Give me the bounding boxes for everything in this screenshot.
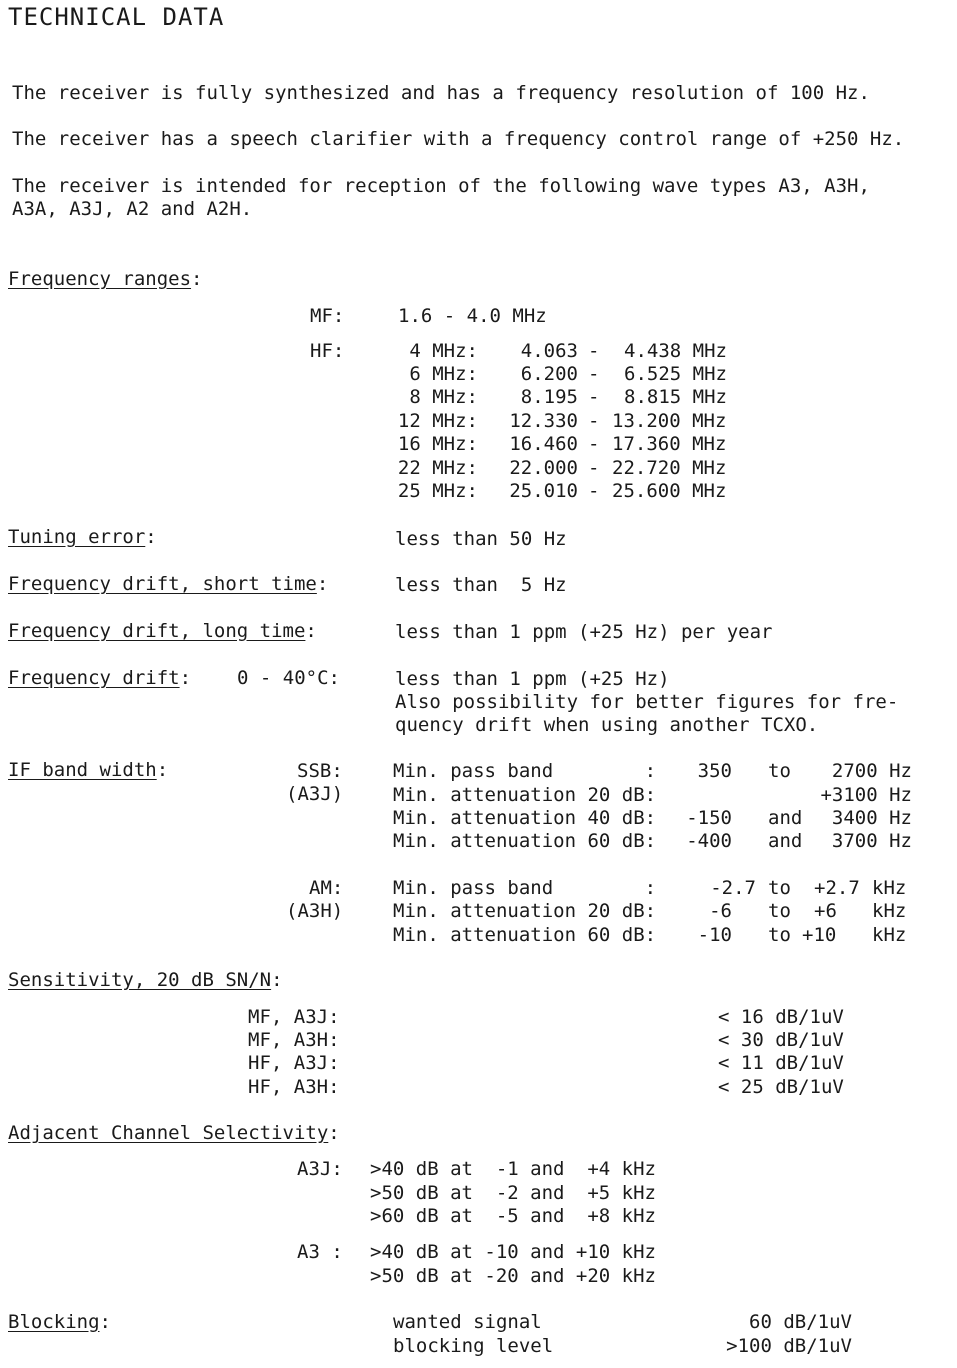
adjacent-a3-row: >50 dB at -20 and +20 kHz	[370, 1265, 656, 1287]
ssb-row-a: 350	[697, 760, 732, 782]
ssb-row-conj: and	[768, 830, 803, 852]
hf-band: 25 MHz:	[397, 480, 478, 502]
drift-long-heading: Frequency drift, long time:	[8, 620, 317, 642]
drift-short-heading: Frequency drift, short time:	[8, 573, 329, 595]
ssb-row-text: Min. attenuation 60 dB:	[393, 830, 657, 852]
am-row-unit: kHz	[872, 924, 907, 946]
ssb-row-text: Min. attenuation 40 dB:	[393, 807, 657, 829]
intro-line-3: The receiver is intended for reception of the following wave types A3, A3H,	[12, 175, 870, 197]
am-row-a: -2.7	[710, 877, 756, 899]
am-row-b: +6	[814, 900, 837, 922]
drift-long-value: less than 1 ppm (+25 Hz) per year	[395, 621, 773, 643]
am-row-text: Min. attenuation 60 dB:	[393, 924, 657, 946]
ssb-row-text: Min. pass band :	[393, 760, 657, 782]
sensitivity-value: < 30 dB/1uV	[718, 1029, 844, 1051]
hf-band: 6 MHz:	[409, 363, 478, 385]
drift-temp-line-3: quency drift when using another TCXO.	[395, 714, 819, 736]
intro-line-4: A3A, A3J, A2 and A2H.	[12, 198, 253, 220]
am-row-unit: kHz	[872, 877, 907, 899]
hf-low: 12.330	[509, 410, 578, 432]
drift-temp-range: 0 - 40°C:	[237, 667, 340, 689]
hf-high: 4.438 MHz	[624, 340, 727, 362]
hf-low: 25.010	[509, 480, 578, 502]
sensitivity-value: < 25 dB/1uV	[718, 1076, 844, 1098]
frequency-ranges-heading: Frequency ranges:	[8, 268, 203, 290]
intro-line-2: The receiver has a speech clarifier with a frequency control range of +250 Hz.	[12, 128, 905, 150]
hf-high: 17.360 MHz	[612, 433, 727, 455]
tuning-error-heading: Tuning error:	[8, 526, 157, 548]
sensitivity-value: < 16 dB/1uV	[718, 1006, 844, 1028]
hf-low: 4.063	[520, 340, 578, 362]
hf-low: 6.200	[520, 363, 578, 385]
am-row-b: +10	[802, 924, 837, 946]
am-row-conj: to	[768, 900, 791, 922]
adjacent-heading: Adjacent Channel Selectivity:	[8, 1122, 340, 1144]
blocking-heading: Blocking:	[8, 1311, 111, 1333]
hf-dash: -	[588, 480, 600, 502]
hf-dash: -	[588, 433, 600, 455]
blocking-value: >100 dB/1uV	[726, 1335, 852, 1357]
mf-value: 1.6 - 4.0 MHz	[398, 305, 547, 327]
adjacent-a3-label: A3 :	[297, 1241, 343, 1263]
hf-dash: -	[588, 410, 600, 432]
ssb-row-a: -150	[686, 807, 732, 829]
blocking-value: 60 dB/1uV	[749, 1311, 852, 1333]
drift-temp-line-1: less than 1 ppm (+25 Hz)	[395, 668, 670, 690]
hf-high: 13.200 MHz	[612, 410, 727, 432]
sensitivity-label: HF, A3J:	[248, 1052, 340, 1074]
hf-band: 16 MHz:	[397, 433, 478, 455]
am-row-a: -6	[709, 900, 732, 922]
adjacent-a3j-label: A3J:	[297, 1158, 343, 1180]
ssb-row-text: Min. attenuation 20 dB:	[393, 784, 657, 806]
blocking-label: wanted signal	[393, 1311, 542, 1333]
drift-temp-heading: Frequency drift:	[8, 667, 192, 689]
ssb-row-b: 3400 Hz	[831, 807, 912, 829]
ssb-row-b: +3100 Hz	[820, 784, 912, 806]
am-row-unit: kHz	[872, 900, 907, 922]
drift-temp-line-2: Also possibility for better figures for fre-	[395, 691, 899, 713]
ssb-label: SSB:	[297, 760, 343, 782]
ssb-row-a: -400	[686, 830, 732, 852]
if-bandwidth-heading: IF band width:	[8, 759, 169, 781]
hf-high: 22.720 MHz	[612, 457, 727, 479]
am-row-text: Min. pass band :	[393, 877, 657, 899]
hf-high: 6.525 MHz	[624, 363, 727, 385]
sensitivity-label: HF, A3H:	[248, 1076, 340, 1098]
ssb-row-b: 2700 Hz	[831, 760, 912, 782]
sensitivity-label: MF, A3H:	[248, 1029, 340, 1051]
ssb-row-conj: and	[768, 807, 803, 829]
hf-high: 8.815 MHz	[624, 386, 727, 408]
ssb-sub-label: (A3J)	[286, 783, 344, 805]
drift-short-value: less than 5 Hz	[395, 574, 567, 596]
ssb-row-b: 3700 Hz	[831, 830, 912, 852]
hf-low: 22.000	[509, 457, 578, 479]
hf-low: 8.195	[520, 386, 578, 408]
hf-dash: -	[588, 363, 600, 385]
am-row-a: -10	[697, 924, 732, 946]
am-row-text: Min. attenuation 20 dB:	[393, 900, 657, 922]
ssb-row-conj: to	[768, 760, 791, 782]
am-row-b: +2.7	[814, 877, 860, 899]
hf-dash: -	[588, 340, 600, 362]
blocking-label: blocking level	[393, 1335, 554, 1357]
adjacent-a3j-row: >60 dB at -5 and +8 kHz	[370, 1205, 656, 1227]
hf-high: 25.600 MHz	[612, 480, 727, 502]
hf-dash: -	[588, 457, 600, 479]
sensitivity-heading: Sensitivity, 20 dB SN/N:	[8, 969, 283, 991]
am-row-conj: to	[768, 877, 791, 899]
page-title: TECHNICAL DATA	[8, 3, 225, 31]
hf-band: 4 MHz:	[409, 340, 478, 362]
adjacent-a3j-row: >40 dB at -1 and +4 kHz	[370, 1158, 656, 1180]
hf-band: 12 MHz:	[397, 410, 478, 432]
hf-dash: -	[588, 386, 600, 408]
hf-low: 16.460	[509, 433, 578, 455]
mf-label: MF:	[310, 305, 345, 327]
sensitivity-value: < 11 dB/1uV	[718, 1052, 844, 1074]
intro-line-1: The receiver is fully synthesized and has a frequency resolution of 100 Hz.	[12, 82, 870, 104]
am-sub-label: (A3H)	[286, 900, 344, 922]
hf-band: 22 MHz:	[397, 457, 478, 479]
tuning-error-value: less than 50 Hz	[395, 528, 567, 550]
sensitivity-label: MF, A3J:	[248, 1006, 340, 1028]
hf-band: 8 MHz:	[409, 386, 478, 408]
adjacent-a3-row: >40 dB at -10 and +10 kHz	[370, 1241, 656, 1263]
am-row-conj: to	[768, 924, 791, 946]
hf-label: HF:	[310, 340, 345, 362]
adjacent-a3j-row: >50 dB at -2 and +5 kHz	[370, 1182, 656, 1204]
am-label: AM:	[309, 877, 344, 899]
